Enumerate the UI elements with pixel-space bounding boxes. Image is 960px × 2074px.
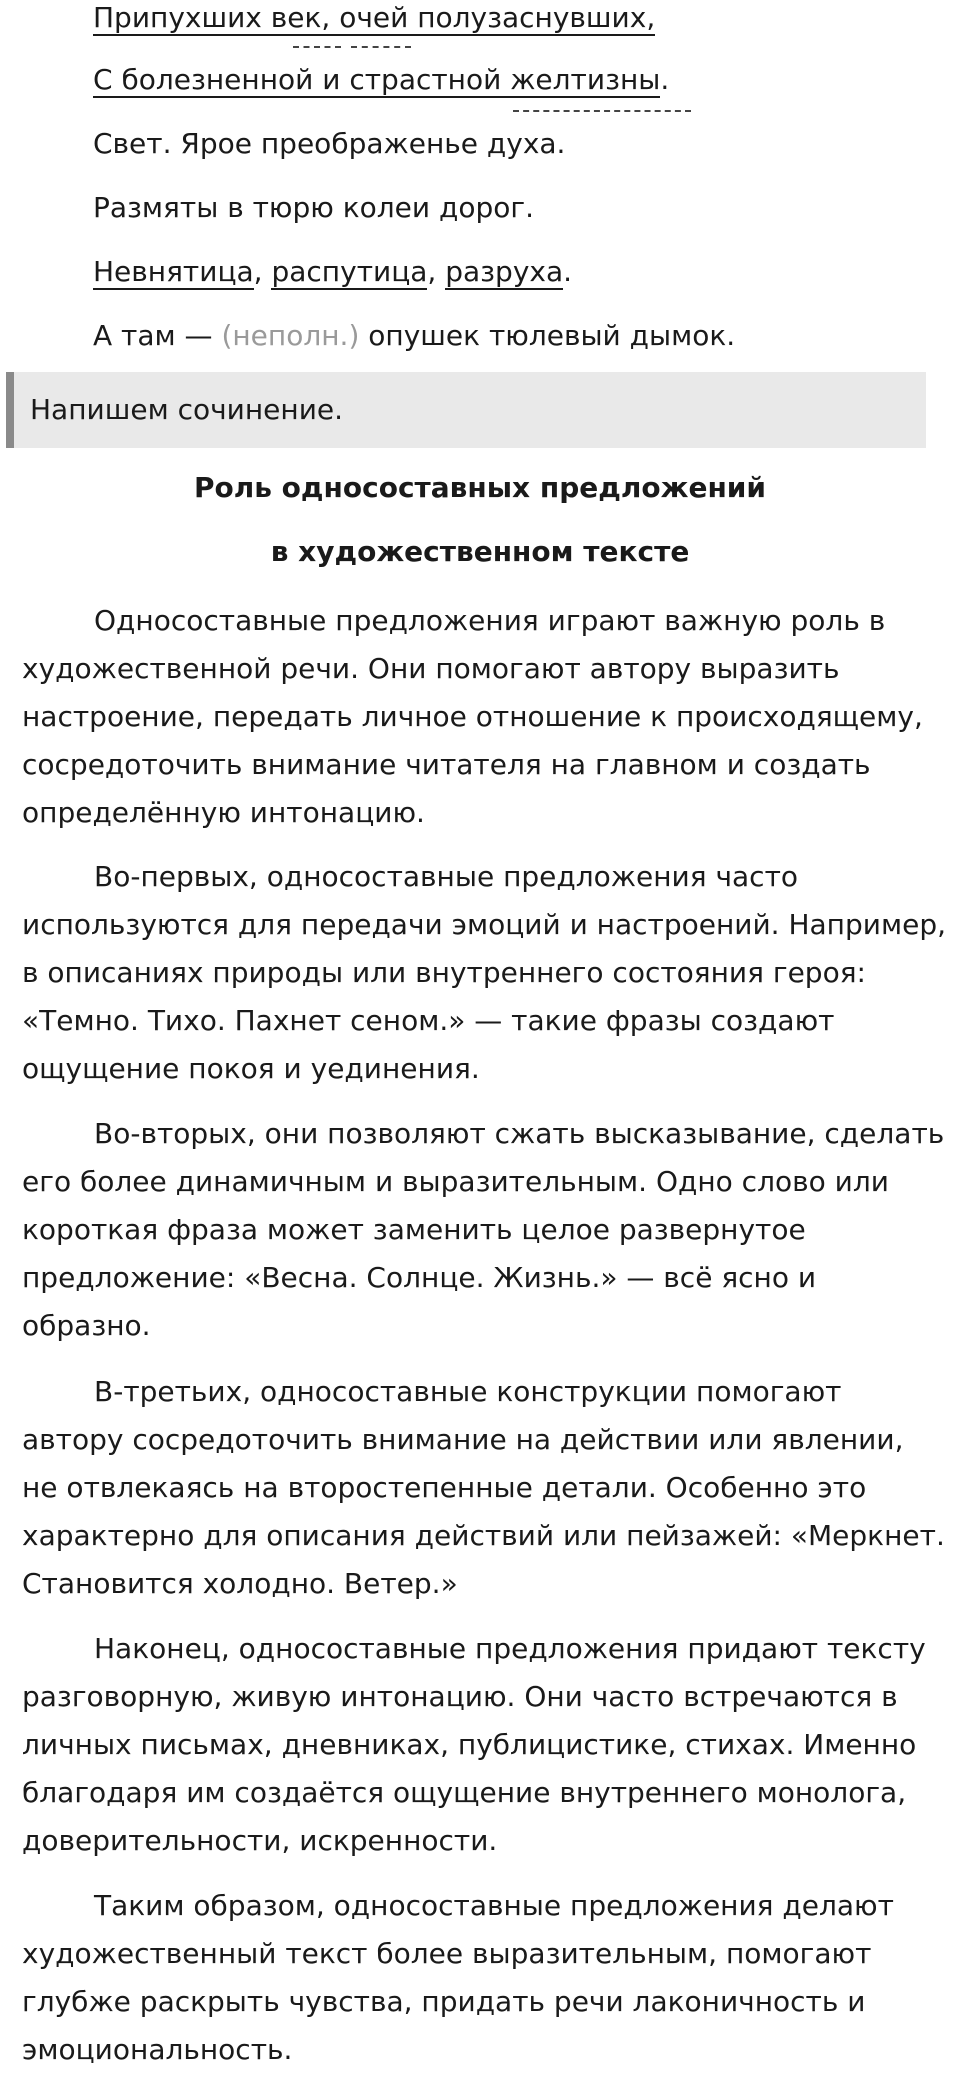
poem-line-5 (93, 254, 572, 290)
callout-write-essay (6, 372, 926, 448)
poem-line-6-start: А там — (93, 319, 222, 352)
poem-word-razrukha: разруха (445, 255, 564, 288)
essay-title-line-2: в художественном тексте (270, 535, 690, 568)
callout-text: Напишем сочинение. (30, 393, 344, 426)
dashed-underline-mark (293, 46, 341, 48)
essay-paragraph: Во-вторых, они позволяют сжать высказывание, сделать его более динамичным и выразительным. Одно слово или короткая фраза может заменить целое развернутое предложение: «Весна. Солнце. Жизнь.» — всё ясно и образно. (22, 1117, 945, 1342)
poem-word-nevnyatica: Невнятица (93, 255, 254, 288)
poem-separator: , (253, 255, 272, 288)
poem-line-6-end: опушек тюлевый дымок. (359, 319, 736, 352)
essay-paragraph: В-третьих, односоставные конструкции помогают автору сосредоточить внимание на действии или явлении, не отвлекаясь на второстепенные детали. Особенно это характерно для описания действий или пейзажей: «Меркнет. Становится холодно. Ветер.» (22, 1375, 945, 1600)
poem-line-3: Свет. Ярое преображенье духа. (93, 127, 566, 160)
poem-line-1-text: Припухших век, очей полузаснувших, (93, 1, 656, 34)
essay-title-line-1: Роль односоставных предложений (193, 471, 767, 504)
essay-paragraph: Во-первых, односоставные предложения часто используются для передачи эмоций и настроений. Например, в описаниях природы или внутреннего состояния героя: «Темно. Тихо. Пахнет сеном.» — такие фразы создают ощущение покоя и уединения. (22, 860, 946, 1085)
poem-line-5-end: . (563, 255, 573, 288)
poem-line-2-end: . (660, 63, 670, 96)
poem-line-2-text: С болезненной и страстной желтизны (93, 63, 661, 96)
essay-paragraph: Наконец, односоставные предложения придают тексту разговорную, живую интонацию. Они часто встречаются в личных письмах, дневниках, публицистике, стихах. Именно благодаря им создаётся ощущение внутреннего монолога, доверительности, искренности. (22, 1632, 926, 1857)
poem-line-1 (93, 0, 655, 36)
essay-paragraph: Таким образом, односоставные предложения делают художественный текст более выразительным, помогают глубже раскрыть чувства, придать речи лаконичность и эмоциональность. (22, 1889, 894, 2066)
poem-line-4: Размяты в тюрю колеи дорог. (93, 191, 535, 224)
poem-separator: , (427, 255, 446, 288)
poem-note-incomplete: (неполн.) (221, 319, 360, 352)
poem-word-rasputica: распутица (271, 255, 428, 288)
poem-line-2 (93, 62, 669, 98)
essay-paragraph: Односоставные предложения играют важную роль в художественной речи. Они помогают автору выразить настроение, передать личное отношение к происходящему, сосредоточить внимание читателя на главном и создать определённую интонацию. (22, 604, 923, 829)
dashed-underline-mark (351, 46, 411, 48)
poem-line-6 (93, 318, 735, 354)
dashed-underline-mark (513, 110, 691, 112)
